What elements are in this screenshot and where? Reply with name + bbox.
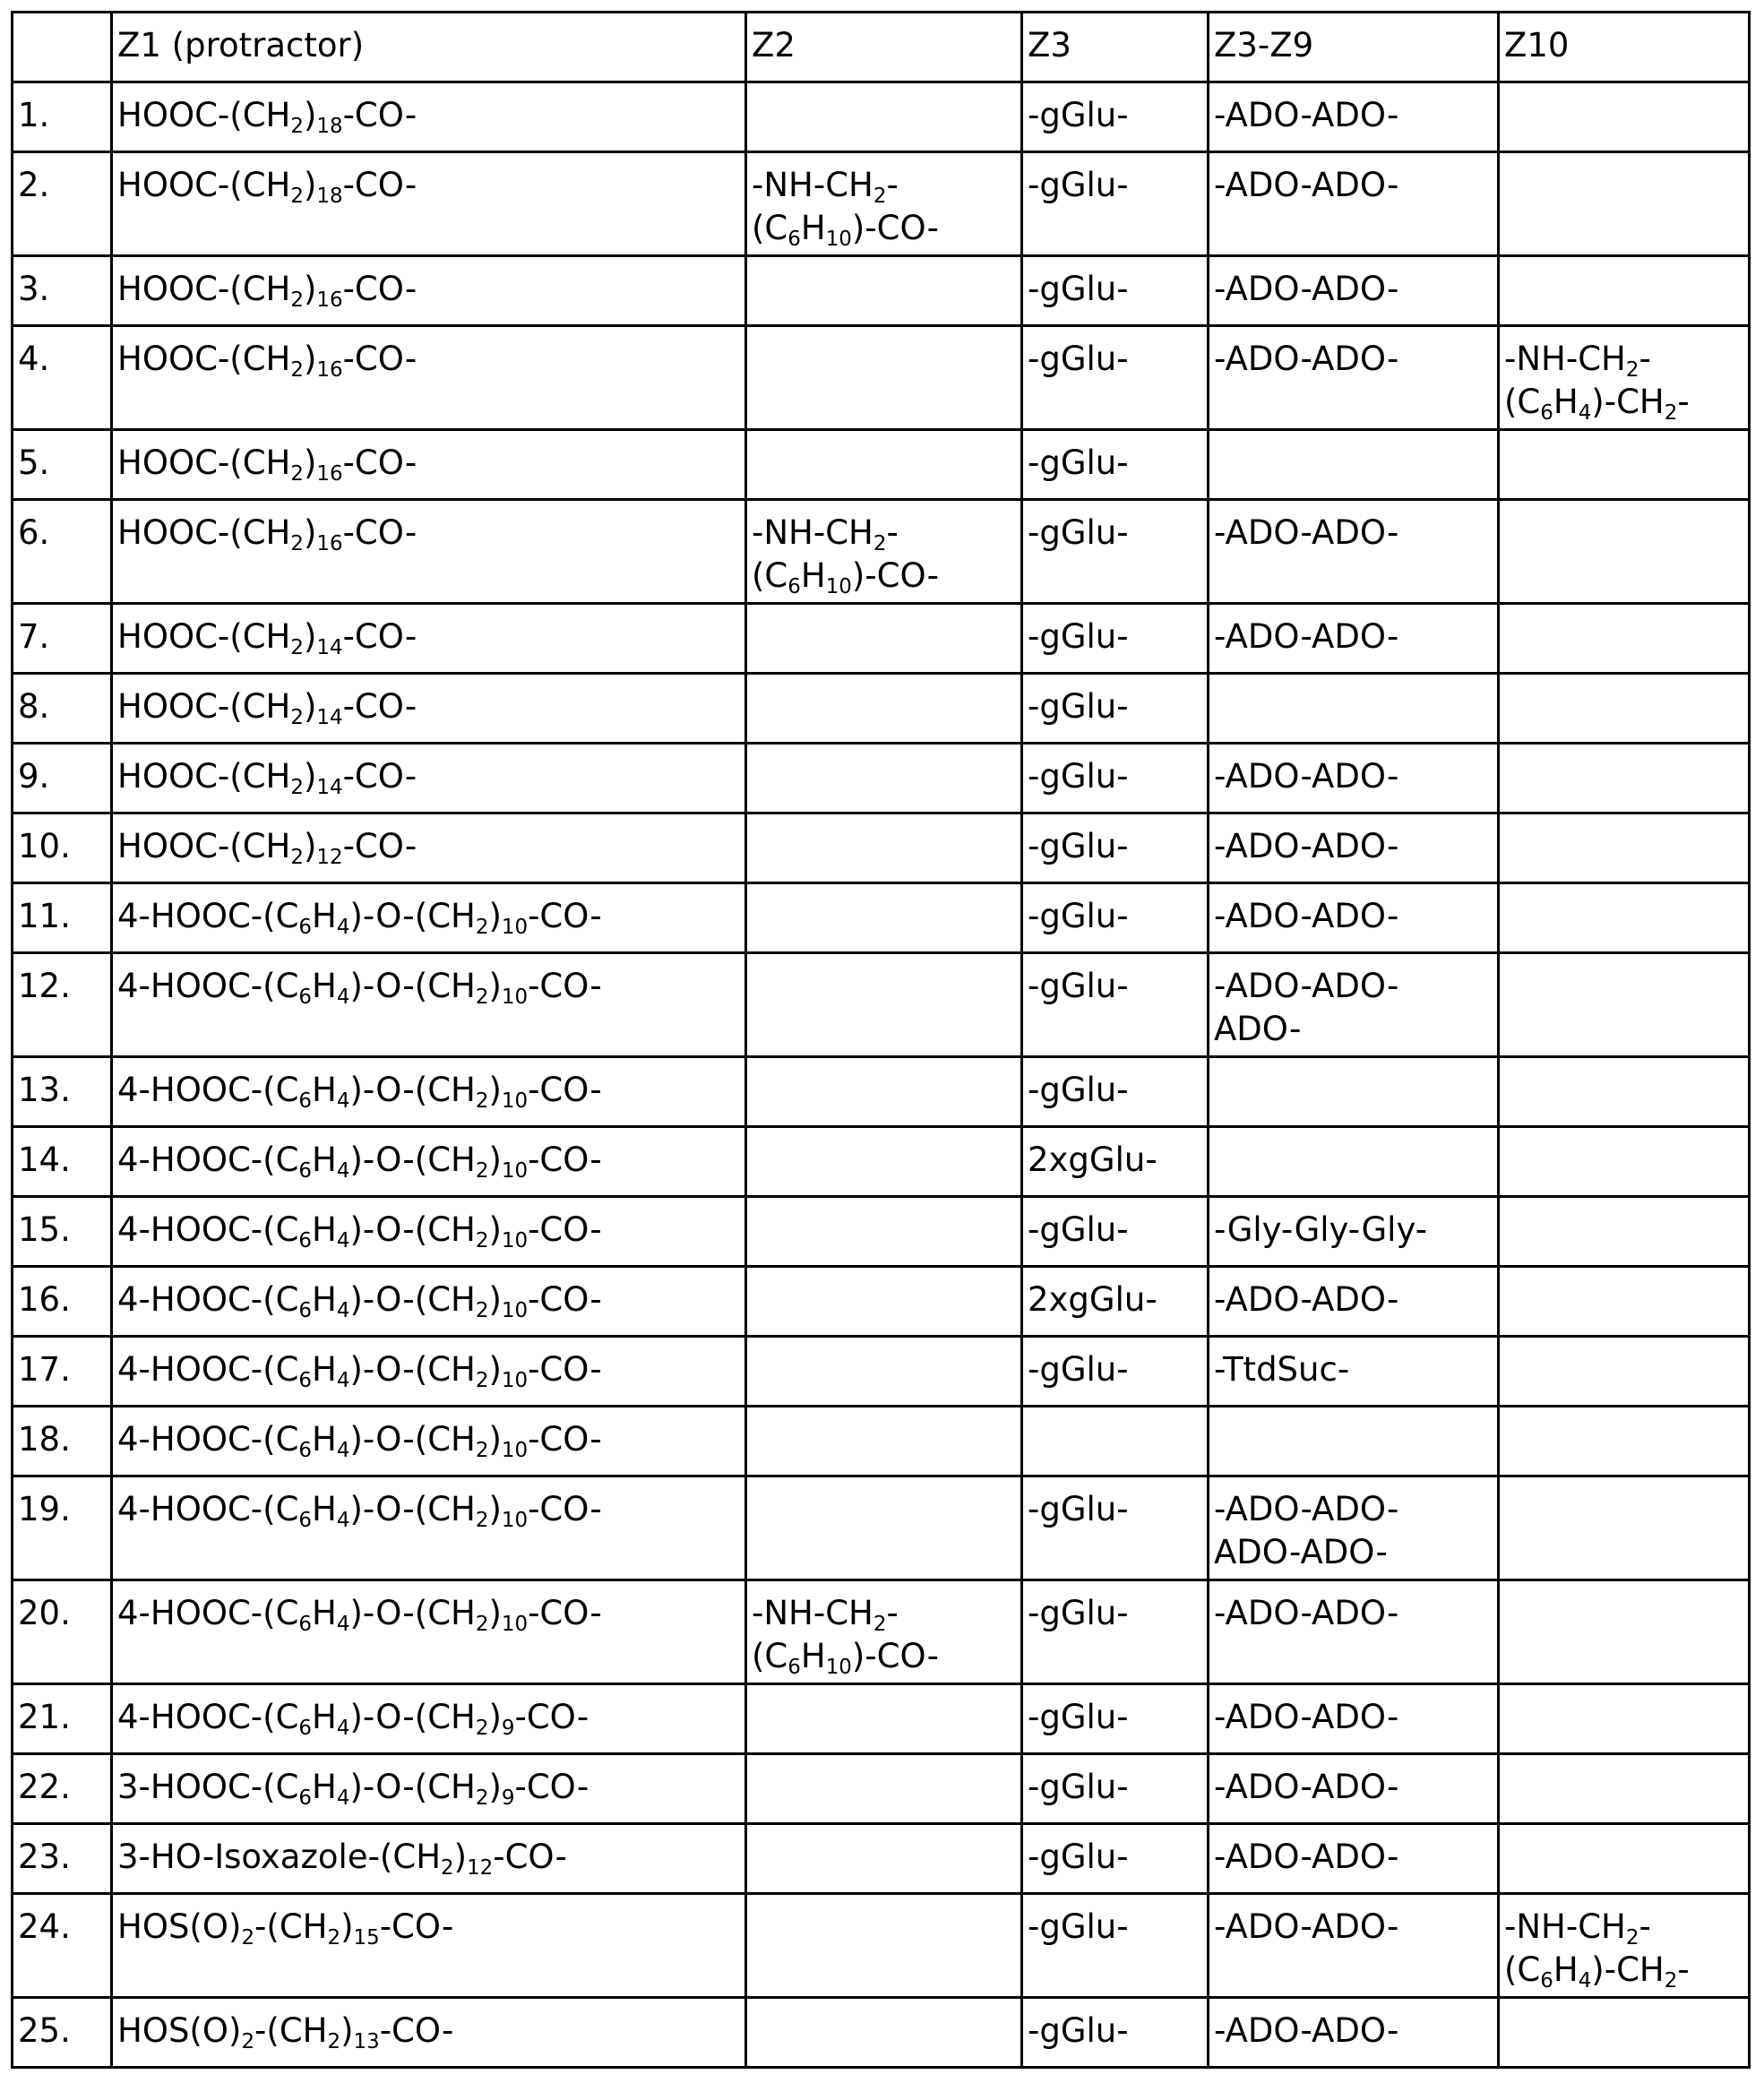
cell-z3-z9 bbox=[1209, 1998, 1499, 2068]
cell-z3-z9 bbox=[1209, 674, 1499, 744]
cell-z10 bbox=[1499, 744, 1750, 813]
cell-text-line: -ADO-ADO- bbox=[1214, 967, 1399, 1005]
cell-text-line: -gGlu- bbox=[1028, 1838, 1129, 1876]
cell-z3-z9 bbox=[1209, 152, 1499, 256]
cell-text-line: $3-HO-Isoxazole-(CH_2)_{12}-CO-$ bbox=[117, 1838, 567, 1880]
cell-z3 bbox=[1022, 813, 1209, 883]
cell-z2 bbox=[746, 953, 1022, 1057]
cell-z3 bbox=[1022, 1684, 1209, 1754]
cell-text-line: -gGlu- bbox=[1028, 1071, 1129, 1109]
cell-text-line: -gGlu- bbox=[1028, 827, 1129, 865]
cell-z1 bbox=[112, 1894, 746, 1998]
cell-text-line: HOOC-$(CH_2)_{14}-CO-$ bbox=[117, 687, 417, 729]
cell-z1 bbox=[112, 1580, 746, 1684]
table-row bbox=[13, 1337, 1750, 1407]
cell-text-line: $4-HOOC-(C_6H_4)-O-(CH_2)_{10}-CO-$ bbox=[117, 967, 602, 1009]
cell-z3 bbox=[1022, 430, 1209, 500]
cell-z1 bbox=[112, 953, 746, 1057]
cell-z3 bbox=[1022, 500, 1209, 604]
cell-text-line: 5. bbox=[18, 443, 50, 482]
row-number bbox=[13, 1580, 112, 1684]
cell-z3 bbox=[1022, 674, 1209, 744]
cell-z1 bbox=[112, 430, 746, 500]
cell-z1 bbox=[112, 674, 746, 744]
cell-z3 bbox=[1022, 744, 1209, 813]
table-row bbox=[13, 430, 1750, 500]
cell-z3-z9 bbox=[1209, 326, 1499, 430]
cell-text-line: $(C_6H_4)-CH_2-$ bbox=[1504, 1950, 1690, 1993]
cell-text-line: 16. bbox=[18, 1280, 71, 1319]
cell-text-line: 11. bbox=[18, 897, 71, 935]
cell-z3 bbox=[1022, 1580, 1209, 1684]
cell-text-line: ADO- bbox=[1214, 1010, 1302, 1048]
cell-z3-z9 bbox=[1209, 953, 1499, 1057]
cell-text-line: ADO-ADO- bbox=[1214, 1533, 1388, 1571]
cell-text-line: -gGlu- bbox=[1028, 443, 1129, 482]
table-row bbox=[13, 1197, 1750, 1267]
cell-text-line: -ADO-ADO- bbox=[1214, 897, 1399, 935]
header-z2: Z2 bbox=[746, 13, 1022, 82]
cell-text-line: 17. bbox=[18, 1350, 71, 1389]
cell-z10 bbox=[1499, 1337, 1750, 1407]
cell-z3-z9 bbox=[1209, 1057, 1499, 1127]
cell-text-line: -gGlu- bbox=[1028, 967, 1129, 1005]
cell-text-line: -gGlu- bbox=[1028, 687, 1129, 726]
cell-z1 bbox=[112, 1476, 746, 1580]
cell-text-line: HOOC-$(CH_2)_{14}-CO-$ bbox=[117, 617, 417, 659]
table-row bbox=[13, 744, 1750, 813]
cell-z10 bbox=[1499, 256, 1750, 326]
cell-text-line: 6. bbox=[18, 513, 50, 552]
cell-z1 bbox=[112, 1407, 746, 1476]
cell-text-line: 8. bbox=[18, 687, 50, 726]
cell-text-line: $4-HOOC-(C_6H_4)-O-(CH_2)_{10}-CO-$ bbox=[117, 1140, 602, 1183]
row-number bbox=[13, 1057, 112, 1127]
cell-text-line: $HOS(O)_2-(CH_2)_{13}-CO-$ bbox=[117, 2011, 454, 2053]
cell-text-line: -gGlu- bbox=[1028, 897, 1129, 935]
table-header-row bbox=[13, 13, 1750, 82]
cell-text-line: 22. bbox=[18, 1768, 71, 1806]
cell-z1 bbox=[112, 1337, 746, 1407]
cell-z3-z9 bbox=[1209, 1476, 1499, 1580]
cell-text-line: 9. bbox=[18, 757, 50, 796]
cell-text-line: HOOC-$(CH_2)_{18}-CO-$ bbox=[117, 96, 417, 138]
cell-text-line: -Gly-Gly-Gly- bbox=[1214, 1210, 1428, 1249]
row-number bbox=[13, 1824, 112, 1894]
table-row bbox=[13, 82, 1750, 152]
row-number bbox=[13, 953, 112, 1057]
cell-z10 bbox=[1499, 1267, 1750, 1337]
cell-text-line: -ADO-ADO- bbox=[1214, 1838, 1399, 1876]
cell-text-line: $4-HOOC-(C_6H_4)-O-(CH_2)_{10}-CO-$ bbox=[117, 1490, 602, 1532]
cell-text-line: -ADO-ADO- bbox=[1214, 1698, 1399, 1736]
cell-z1 bbox=[112, 1057, 746, 1127]
cell-z1 bbox=[112, 883, 746, 953]
cell-z2 bbox=[746, 674, 1022, 744]
cell-z2 bbox=[746, 1337, 1022, 1407]
cell-text-line: HOOC-$(CH_2)_{16}-CO-$ bbox=[117, 443, 417, 486]
cell-z1 bbox=[112, 326, 746, 430]
cell-z10 bbox=[1499, 674, 1750, 744]
cell-z2 bbox=[746, 1754, 1022, 1824]
cell-z1 bbox=[112, 500, 746, 604]
cell-z3-z9 bbox=[1209, 1580, 1499, 1684]
cell-z3 bbox=[1022, 953, 1209, 1057]
cell-text-line: -ADO-ADO- bbox=[1214, 1280, 1399, 1319]
cell-z2 bbox=[746, 326, 1022, 430]
cell-z3-z9 bbox=[1209, 1267, 1499, 1337]
cell-z2 bbox=[746, 1407, 1022, 1476]
cell-z1 bbox=[112, 1267, 746, 1337]
row-number bbox=[13, 1197, 112, 1267]
cell-z2 bbox=[746, 1476, 1022, 1580]
cell-text-line: HOOC-$(CH_2)_{16}-CO-$ bbox=[117, 270, 417, 312]
cell-z3 bbox=[1022, 1407, 1209, 1476]
cell-text-line: -gGlu- bbox=[1028, 1210, 1129, 1249]
row-number bbox=[13, 1476, 112, 1580]
cell-text-line: $(C_6H_4)-CH_2-$ bbox=[1504, 383, 1690, 425]
table-row bbox=[13, 604, 1750, 674]
cell-z3-z9 bbox=[1209, 1337, 1499, 1407]
cell-z3-z9 bbox=[1209, 1894, 1499, 1998]
cell-z2 bbox=[746, 1824, 1022, 1894]
cell-text-line: -ADO-ADO- bbox=[1214, 513, 1399, 552]
cell-text-line: 7. bbox=[18, 617, 50, 656]
cell-z3 bbox=[1022, 82, 1209, 152]
cell-z10 bbox=[1499, 1684, 1750, 1754]
table-row bbox=[13, 1824, 1750, 1894]
cell-text-line: HOOC-$(CH_2)_{18}-CO-$ bbox=[117, 166, 417, 208]
cell-z10 bbox=[1499, 813, 1750, 883]
cell-text-line: HOOC-$(CH_2)_{14}-CO-$ bbox=[117, 757, 417, 799]
cell-z1 bbox=[112, 256, 746, 326]
table-row bbox=[13, 500, 1750, 604]
cell-text-line: 12. bbox=[18, 967, 71, 1005]
cell-z1 bbox=[112, 813, 746, 883]
cell-text-line: -gGlu- bbox=[1028, 757, 1129, 796]
cell-z10 bbox=[1499, 500, 1750, 604]
table-row bbox=[13, 1057, 1750, 1127]
cell-z2 bbox=[746, 82, 1022, 152]
cell-z3-z9 bbox=[1209, 82, 1499, 152]
cell-text-line: -ADO-ADO- bbox=[1214, 827, 1399, 865]
row-number bbox=[13, 883, 112, 953]
header-z3-z9: Z3-Z9 bbox=[1209, 13, 1499, 82]
cell-z1 bbox=[112, 152, 746, 256]
cell-z2 bbox=[746, 813, 1022, 883]
cell-z2 bbox=[746, 883, 1022, 953]
cell-z10 bbox=[1499, 152, 1750, 256]
cell-z3-z9 bbox=[1209, 813, 1499, 883]
cell-z2 bbox=[746, 256, 1022, 326]
header-z1: Z1 (protractor) bbox=[112, 13, 746, 82]
table-row bbox=[13, 1127, 1750, 1197]
cell-z10 bbox=[1499, 1998, 1750, 2068]
table-row bbox=[13, 1754, 1750, 1824]
table-row bbox=[13, 674, 1750, 744]
cell-text-line: -ADO-ADO- bbox=[1214, 340, 1399, 378]
row-number bbox=[13, 1754, 112, 1824]
table-row bbox=[13, 256, 1750, 326]
row-number bbox=[13, 1337, 112, 1407]
cell-z3 bbox=[1022, 1476, 1209, 1580]
cell-text-line: -gGlu- bbox=[1028, 1350, 1129, 1389]
cell-z2 bbox=[746, 1267, 1022, 1337]
cell-z3-z9 bbox=[1209, 256, 1499, 326]
cell-text-line: 2xgGlu- bbox=[1028, 1140, 1157, 1179]
cell-z2 bbox=[746, 1684, 1022, 1754]
cell-z10 bbox=[1499, 430, 1750, 500]
cell-text-line: -gGlu- bbox=[1028, 1490, 1129, 1528]
cell-z3-z9 bbox=[1209, 500, 1499, 604]
cell-z1 bbox=[112, 82, 746, 152]
row-number bbox=[13, 1684, 112, 1754]
cell-z3 bbox=[1022, 604, 1209, 674]
cell-text-line: $4-HOOC-(C_6H_4)-O-(CH_2)_9-CO-$ bbox=[117, 1698, 589, 1740]
cell-z10 bbox=[1499, 1894, 1750, 1998]
row-number bbox=[13, 744, 112, 813]
header-number bbox=[13, 13, 112, 82]
row-number bbox=[13, 1998, 112, 2068]
cell-text-line: 20. bbox=[18, 1594, 71, 1632]
cell-text-line: 2. bbox=[18, 166, 50, 204]
cell-z2 bbox=[746, 1197, 1022, 1267]
cell-z1 bbox=[112, 604, 746, 674]
row-number bbox=[13, 326, 112, 430]
cell-z2 bbox=[746, 1998, 1022, 2068]
row-number bbox=[13, 500, 112, 604]
table-row bbox=[13, 326, 1750, 430]
cell-text-line: $4-HOOC-(C_6H_4)-O-(CH_2)_{10}-CO-$ bbox=[117, 1350, 602, 1392]
cell-z3-z9 bbox=[1209, 1407, 1499, 1476]
cell-z2 bbox=[746, 1894, 1022, 1998]
cell-z2 bbox=[746, 744, 1022, 813]
cell-text-line: $4-HOOC-(C_6H_4)-O-(CH_2)_{10}-CO-$ bbox=[117, 1420, 602, 1462]
cell-z10 bbox=[1499, 1057, 1750, 1127]
cell-z3 bbox=[1022, 1057, 1209, 1127]
cell-z2 bbox=[746, 500, 1022, 604]
cell-z10 bbox=[1499, 1127, 1750, 1197]
row-number bbox=[13, 1267, 112, 1337]
cell-text-line: -gGlu- bbox=[1028, 96, 1129, 134]
cell-z3 bbox=[1022, 1894, 1209, 1998]
cell-z3-z9 bbox=[1209, 1684, 1499, 1754]
cell-z10 bbox=[1499, 1407, 1750, 1476]
cell-z2 bbox=[746, 604, 1022, 674]
cell-text-line: 25. bbox=[18, 2011, 71, 2050]
cell-text-line: $(C_6H_{10})-CO-$ bbox=[752, 1637, 940, 1679]
row-number bbox=[13, 152, 112, 256]
cell-text-line: -gGlu- bbox=[1028, 2011, 1129, 2050]
cell-z10 bbox=[1499, 953, 1750, 1057]
cell-text-line: -ADO-ADO- bbox=[1214, 270, 1399, 308]
cell-text-line: 15. bbox=[18, 1210, 71, 1249]
cell-text-line: -gGlu- bbox=[1028, 340, 1129, 378]
cell-z10 bbox=[1499, 1580, 1750, 1684]
cell-z1 bbox=[112, 1824, 746, 1894]
table-row bbox=[13, 1267, 1750, 1337]
protractor-table bbox=[11, 11, 1751, 2069]
table-row bbox=[13, 953, 1750, 1057]
cell-z3 bbox=[1022, 256, 1209, 326]
cell-text-line: 18. bbox=[18, 1420, 71, 1459]
cell-text-line: $-NH-CH_2-$ bbox=[752, 513, 899, 555]
cell-text-line: -ADO-ADO- bbox=[1214, 617, 1399, 656]
cell-z3-z9 bbox=[1209, 1754, 1499, 1824]
cell-z3 bbox=[1022, 1754, 1209, 1824]
cell-text-line: 24. bbox=[18, 1907, 71, 1946]
table-row bbox=[13, 1684, 1750, 1754]
cell-text-line: $(C_6H_{10})-CO-$ bbox=[752, 556, 940, 598]
cell-z10 bbox=[1499, 1754, 1750, 1824]
cell-text-line: $4-HOOC-(C_6H_4)-O-(CH_2)_{10}-CO-$ bbox=[117, 1280, 602, 1322]
cell-z3 bbox=[1022, 1197, 1209, 1267]
cell-text-line: $4-HOOC-(C_6H_4)-O-(CH_2)_{10}-CO-$ bbox=[117, 897, 602, 939]
cell-text-line: $3-HOOC-(C_6H_4)-O-(CH_2)_9-CO-$ bbox=[117, 1768, 589, 1810]
cell-text-line: -ADO-ADO- bbox=[1214, 166, 1399, 204]
cell-z2 bbox=[746, 1580, 1022, 1684]
cell-z1 bbox=[112, 1197, 746, 1267]
cell-z3 bbox=[1022, 326, 1209, 430]
cell-z3-z9 bbox=[1209, 1127, 1499, 1197]
cell-text-line: -ADO-ADO- bbox=[1214, 1768, 1399, 1806]
cell-z10 bbox=[1499, 604, 1750, 674]
table-row bbox=[13, 1476, 1750, 1580]
cell-z1 bbox=[112, 744, 746, 813]
cell-z3-z9 bbox=[1209, 1197, 1499, 1267]
cell-text-line: HOOC-$(CH_2)_{16}-CO-$ bbox=[117, 340, 417, 382]
cell-text-line: -gGlu- bbox=[1028, 617, 1129, 656]
cell-text-line: -gGlu- bbox=[1028, 1698, 1129, 1736]
cell-text-line: -gGlu- bbox=[1028, 166, 1129, 204]
cell-z3 bbox=[1022, 1267, 1209, 1337]
cell-text-line: $4-HOOC-(C_6H_4)-O-(CH_2)_{10}-CO-$ bbox=[117, 1071, 602, 1113]
cell-z10 bbox=[1499, 1476, 1750, 1580]
cell-text-line: -gGlu- bbox=[1028, 1907, 1129, 1946]
cell-text-line: -gGlu- bbox=[1028, 1594, 1129, 1632]
cell-text-line: HOOC-$(CH_2)_{12}-CO-$ bbox=[117, 827, 417, 869]
table-row bbox=[13, 813, 1750, 883]
row-number bbox=[13, 1407, 112, 1476]
cell-z3 bbox=[1022, 1998, 1209, 2068]
row-number bbox=[13, 82, 112, 152]
cell-z3-z9 bbox=[1209, 430, 1499, 500]
cell-z1 bbox=[112, 1127, 746, 1197]
cell-text-line: 19. bbox=[18, 1490, 71, 1528]
cell-z3-z9 bbox=[1209, 744, 1499, 813]
cell-z10 bbox=[1499, 883, 1750, 953]
cell-text-line: 4. bbox=[18, 340, 50, 378]
cell-text-line: $-NH-CH_2-$ bbox=[752, 166, 899, 208]
cell-z10 bbox=[1499, 326, 1750, 430]
cell-text-line: 14. bbox=[18, 1140, 71, 1179]
cell-text-line: $4-HOOC-(C_6H_4)-O-(CH_2)_{10}-CO-$ bbox=[117, 1594, 602, 1636]
row-number bbox=[13, 604, 112, 674]
cell-z10 bbox=[1499, 82, 1750, 152]
cell-text-line: 3. bbox=[18, 270, 50, 308]
table-body bbox=[13, 82, 1750, 2068]
cell-text-line: 10. bbox=[18, 827, 71, 865]
cell-text-line: -TtdSuc- bbox=[1214, 1350, 1350, 1389]
cell-z3 bbox=[1022, 1824, 1209, 1894]
cell-text-line: -ADO-ADO- bbox=[1214, 757, 1399, 796]
row-number bbox=[13, 256, 112, 326]
cell-z2 bbox=[746, 1057, 1022, 1127]
cell-z3-z9 bbox=[1209, 604, 1499, 674]
row-number bbox=[13, 674, 112, 744]
cell-text-line: -gGlu- bbox=[1028, 513, 1129, 552]
table-row bbox=[13, 1894, 1750, 1998]
table-row bbox=[13, 152, 1750, 256]
cell-text-line: 1. bbox=[18, 96, 50, 134]
cell-text-line: $-NH-CH_2-$ bbox=[752, 1594, 899, 1636]
cell-z10 bbox=[1499, 1824, 1750, 1894]
cell-text-line: -gGlu- bbox=[1028, 270, 1129, 308]
row-number bbox=[13, 1894, 112, 1998]
row-number bbox=[13, 813, 112, 883]
cell-text-line: $-NH-CH_2-$ bbox=[1504, 1907, 1651, 1950]
header-z10: Z10 bbox=[1499, 13, 1750, 82]
cell-z2 bbox=[746, 430, 1022, 500]
cell-text-line: -ADO-ADO- bbox=[1214, 96, 1399, 134]
cell-z1 bbox=[112, 1754, 746, 1824]
cell-text-line: 13. bbox=[18, 1071, 71, 1109]
table-row bbox=[13, 883, 1750, 953]
cell-z3 bbox=[1022, 1127, 1209, 1197]
cell-text-line: -ADO-ADO- bbox=[1214, 1907, 1399, 1946]
cell-z10 bbox=[1499, 1197, 1750, 1267]
cell-z3 bbox=[1022, 152, 1209, 256]
table-row bbox=[13, 1407, 1750, 1476]
cell-text-line: -ADO-ADO- bbox=[1214, 1594, 1399, 1632]
cell-text-line: 23. bbox=[18, 1838, 71, 1876]
table-row bbox=[13, 1998, 1750, 2068]
cell-text-line: -gGlu- bbox=[1028, 1768, 1129, 1806]
cell-text-line: 21. bbox=[18, 1698, 71, 1736]
cell-text-line: $4-HOOC-(C_6H_4)-O-(CH_2)_{10}-CO-$ bbox=[117, 1210, 602, 1252]
cell-text-line: $HOS(O)_2-(CH_2)_{15}-CO-$ bbox=[117, 1907, 454, 1950]
cell-text-line: -ADO-ADO- bbox=[1214, 1490, 1399, 1528]
cell-z2 bbox=[746, 152, 1022, 256]
row-number bbox=[13, 430, 112, 500]
cell-z3-z9 bbox=[1209, 1824, 1499, 1894]
cell-z1 bbox=[112, 1998, 746, 2068]
cell-text-line: -ADO-ADO- bbox=[1214, 2011, 1399, 2050]
cell-z3 bbox=[1022, 1337, 1209, 1407]
header-z3: Z3 bbox=[1022, 13, 1209, 82]
cell-z2 bbox=[746, 1127, 1022, 1197]
cell-z3-z9 bbox=[1209, 883, 1499, 953]
cell-text-line: HOOC-$(CH_2)_{16}-CO-$ bbox=[117, 513, 417, 555]
cell-text-line: $-NH-CH_2-$ bbox=[1504, 340, 1651, 382]
cell-z3 bbox=[1022, 883, 1209, 953]
table-row bbox=[13, 1580, 1750, 1684]
cell-z1 bbox=[112, 1684, 746, 1754]
cell-text-line: $(C_6H_{10})-CO-$ bbox=[752, 209, 940, 251]
cell-text-line: 2xgGlu- bbox=[1028, 1280, 1157, 1319]
row-number bbox=[13, 1127, 112, 1197]
